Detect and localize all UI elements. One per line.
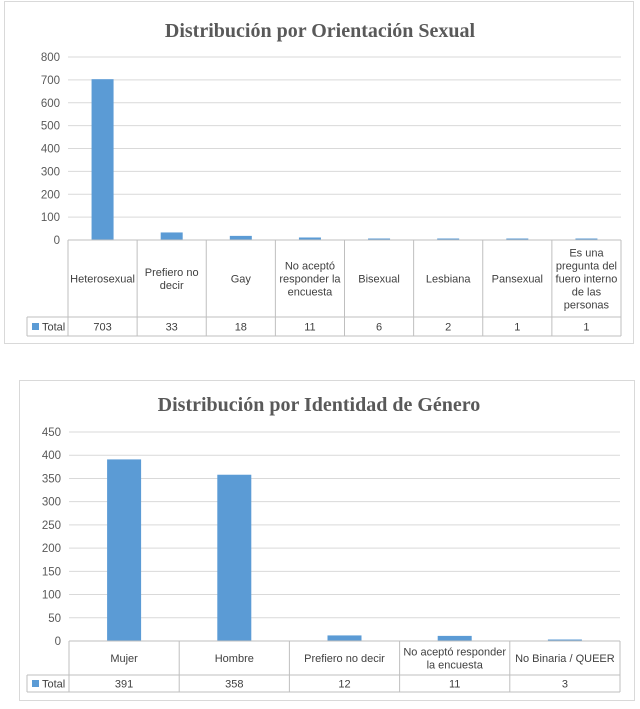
category-label xyxy=(304,653,385,665)
category-label-line: Bisexual xyxy=(358,273,400,286)
y-tick-label: 800 xyxy=(40,52,60,64)
bar xyxy=(161,232,183,240)
orientation-chart xyxy=(5,2,635,345)
category-label-line: No aceptó responder xyxy=(403,646,507,659)
category-label xyxy=(492,274,543,286)
category-label xyxy=(279,261,341,299)
chart-title: Distribución por Identidad de Género xyxy=(157,394,481,416)
bar xyxy=(328,635,362,641)
y-tick-label: 400 xyxy=(41,450,61,463)
category-label xyxy=(515,653,615,665)
gender-identity-chart xyxy=(20,381,636,702)
data-value: 18 xyxy=(234,321,247,334)
legend-swatch xyxy=(32,323,39,330)
category-label-line: personas xyxy=(563,299,610,312)
data-value: 11 xyxy=(448,678,461,691)
bar xyxy=(92,79,114,240)
legend-swatch xyxy=(32,680,39,687)
y-tick-label: 400 xyxy=(40,143,60,156)
data-value: 358 xyxy=(225,678,244,691)
data-value: 391 xyxy=(114,678,134,691)
y-tick-label: 100 xyxy=(41,589,61,602)
chart-title: Distribución por Orientación Sexual xyxy=(164,20,476,42)
data-value: 6 xyxy=(376,321,383,334)
category-label-line: Gay xyxy=(230,273,251,286)
y-tick-label: 100 xyxy=(40,212,60,225)
bar xyxy=(438,636,472,641)
y-tick-label: 300 xyxy=(41,496,61,509)
y-tick-label: 450 xyxy=(41,427,61,439)
data-value: 12 xyxy=(338,678,351,691)
category-label-line: Pansexual xyxy=(491,273,543,286)
data-value: 11 xyxy=(304,321,316,334)
category-label-line: Lesbiana xyxy=(425,273,471,286)
category-label-line: Prefiero no xyxy=(144,267,199,279)
y-tick-label: 700 xyxy=(40,74,60,87)
category-label-line: Mujer xyxy=(110,653,138,665)
category-label xyxy=(215,653,254,665)
y-tick-label: 200 xyxy=(41,543,61,556)
category-label xyxy=(358,274,400,286)
category-label-line: Prefiero no decir xyxy=(304,653,385,665)
category-label xyxy=(231,274,252,286)
bar xyxy=(230,236,252,240)
y-tick-label: 250 xyxy=(41,519,61,532)
category-label-line: responder la xyxy=(279,273,341,286)
bar xyxy=(217,475,251,641)
category-label xyxy=(556,248,618,312)
category-label-line: pregunta del xyxy=(555,260,618,273)
category-label xyxy=(403,647,506,672)
bar xyxy=(107,459,141,641)
data-value: 1 xyxy=(514,321,521,334)
category-label-line: Hombre xyxy=(214,653,254,665)
category-label xyxy=(70,274,135,286)
legend-label: Total xyxy=(42,321,66,334)
y-tick-label: 0 xyxy=(53,235,60,247)
category-label-line: la encuesta xyxy=(426,659,483,672)
y-tick-label: 600 xyxy=(40,97,60,110)
category-label-line: No Binaria / QUEER xyxy=(515,653,615,665)
data-value: 3 xyxy=(561,678,568,691)
category-label-line: Es una xyxy=(569,247,604,260)
y-tick-label: 500 xyxy=(40,120,60,133)
category-label-line: fuero interno xyxy=(555,273,618,286)
category-label-line: de las xyxy=(571,286,602,299)
y-tick-label: 0 xyxy=(54,636,61,648)
category-label-line: Heterosexual xyxy=(70,273,135,286)
category-label-line: decir xyxy=(159,280,184,292)
gender-identity-chart-panel xyxy=(19,380,635,701)
data-value: 703 xyxy=(93,321,112,334)
y-tick-label: 150 xyxy=(41,566,61,579)
data-value: 33 xyxy=(165,321,178,334)
data-value: 1 xyxy=(583,321,590,334)
y-tick-label: 350 xyxy=(41,473,61,486)
legend-label: Total xyxy=(42,678,66,691)
y-tick-label: 300 xyxy=(40,166,60,179)
category-label xyxy=(145,267,199,292)
y-tick-label: 200 xyxy=(40,189,60,202)
category-label xyxy=(110,653,138,665)
orientation-chart-panel xyxy=(4,1,634,344)
data-value: 2 xyxy=(445,321,452,334)
category-label-line: encuesta xyxy=(287,286,333,299)
category-label-line: No aceptó xyxy=(284,260,336,273)
category-label xyxy=(426,274,472,286)
y-tick-label: 50 xyxy=(48,612,61,625)
